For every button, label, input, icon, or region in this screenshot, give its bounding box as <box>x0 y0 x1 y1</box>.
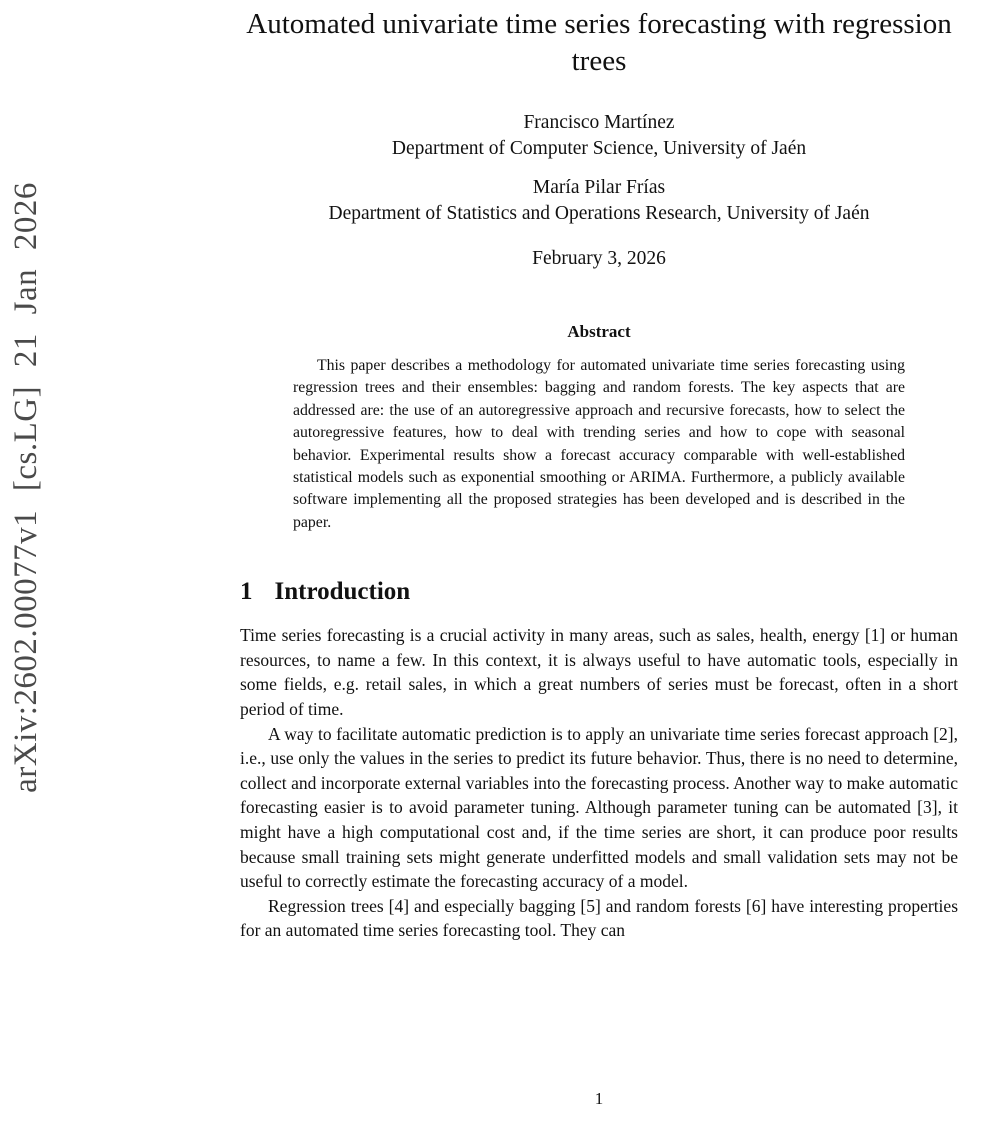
section-heading-introduction <box>240 578 958 606</box>
arxiv-watermark: arXiv:2602.00077v1 [cs.LG] 21 Jan 2026 <box>8 182 44 793</box>
introduction-body <box>240 623 958 943</box>
author-name: María Pilar Frías <box>532 177 666 198</box>
paper-date: February 3, 2026 <box>532 248 666 269</box>
author-affiliation: Department of Computer Science, University of Jaén <box>391 138 807 159</box>
paper-page <box>240 0 958 943</box>
author-affiliation: Department of Statistics and Operations Research, University of Jaén <box>328 203 870 224</box>
paragraph: Time series forecasting is a crucial activity in many areas, such as sales, health, energy [1] or human resources, to name a few. In this context, it is always useful to have automatic tools, especially in some fields, e.g. retail sales, in which a great numbers of series must be forecast, often in a short period of time. <box>240 625 958 720</box>
section-title: Introduction <box>274 578 411 606</box>
paragraph: Regression trees [4] and especially bagging [5] and random forests [6] have interesting properties for an automated time series forecasting tool. They can <box>240 895 958 941</box>
page-number: 1 <box>594 1089 604 1108</box>
abstract-heading: Abstract <box>567 322 631 341</box>
author-block-2 <box>240 175 958 227</box>
author-block-1 <box>240 110 958 162</box>
abstract-text: This paper describes a methodology for automated univariate time series forecasting using regression trees and their ensembles: bagging and random forests. The key aspects that are addressed are: the use of an autoregressive approach and recursive forecasts, how to select the autoregressive features, how to deal with trending series and how to cope with seasonal behavior. Experimental results show a forecast accuracy comparable with well-established statistical models such as exponential smoothing or ARIMA. Furthermore, a publicly available software implementing all the proposed strategies has been developed and is described in the paper. <box>293 357 905 531</box>
abstract-section <box>240 322 958 534</box>
author-name: Francisco Martínez <box>523 112 675 133</box>
paragraph: A way to facilitate automatic prediction is to apply an univariate time series forecast approach [2], i.e., use only the values in the series to predict its future behavior. Thus, there is no need to determine, collect and incorporate external variables into the forecasting process. Another way to make automatic forecasting easier is to avoid parameter tuning. Although parameter tuning can be automated [3], it might have a high computational cost and, if the time series are short, it can produce poor results because small training sets might generate underfitted models and small validation sets may not be useful to correctly estimate the forecasting accuracy of a model. <box>240 723 958 892</box>
section-number: 1 <box>240 578 253 606</box>
paper-title: Automated univariate time series forecasting with regression trees <box>246 8 952 77</box>
